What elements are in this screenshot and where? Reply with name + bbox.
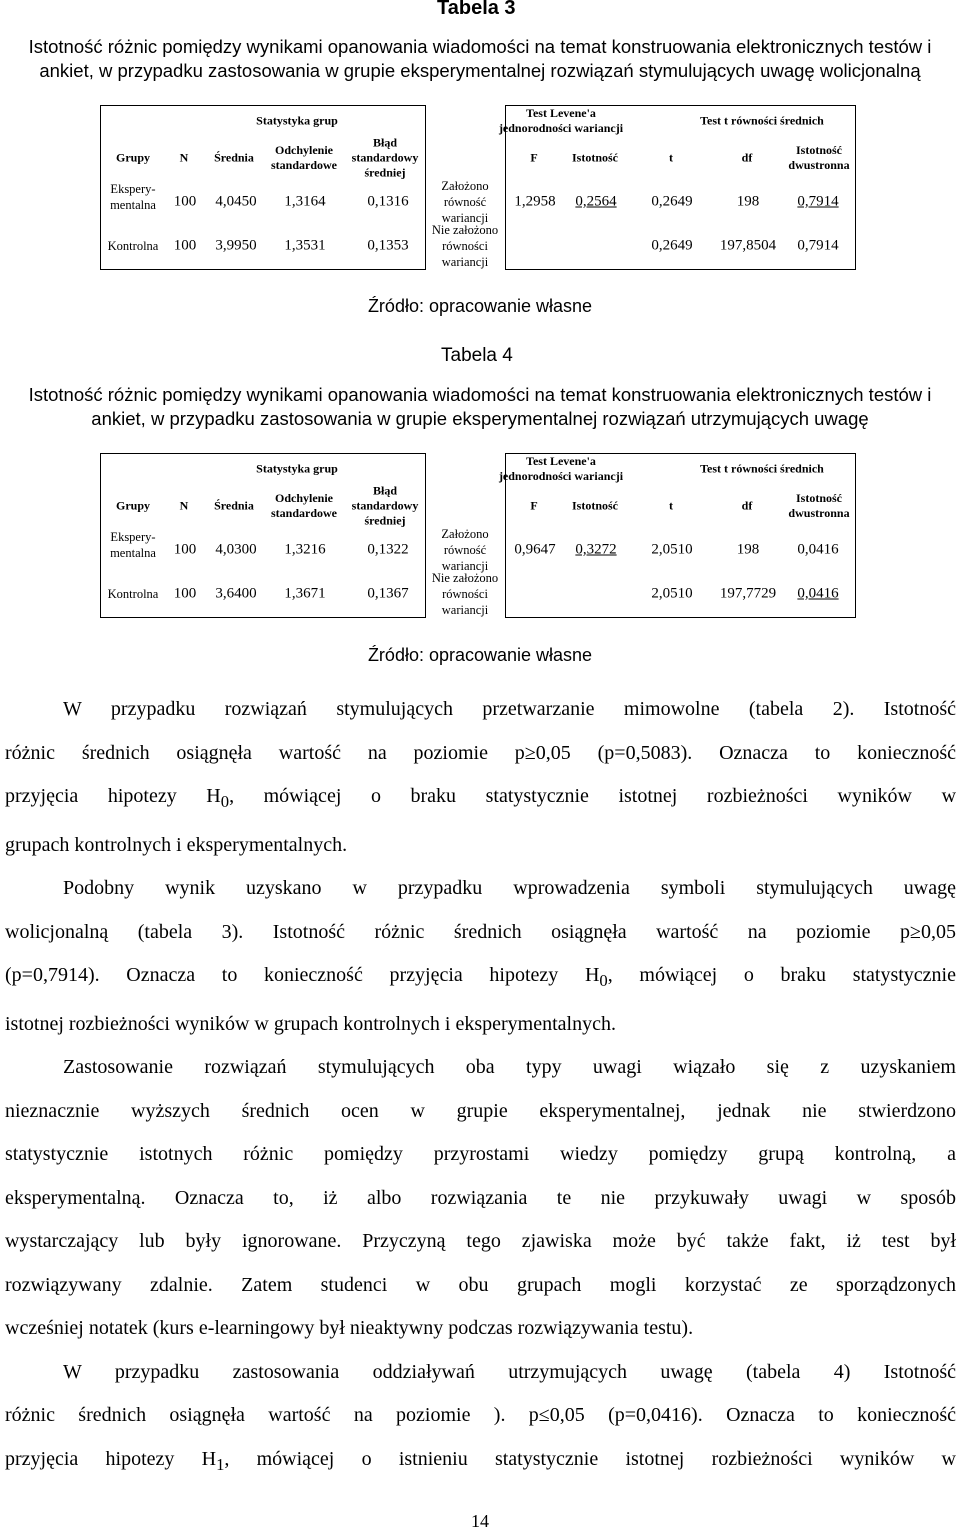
table4-caption: Istotność różnic pomiędzy wynikami opanowania wiadomości na temat konstruowania elektronicznych testów i ankiet, w przypadku zastosowania w grupie eksperymentalnej rozwiązań utrzymujących uwagę: [28, 384, 932, 429]
cell-sd: 1,3164: [284, 193, 326, 210]
header-t: t: [669, 150, 673, 165]
text-span: nieznacznie wyższych średnich ocen w grupie eksperymentalnej, jednak nie stwierdzono: [5, 1099, 956, 1122]
table4-source: Źródło: opracowanie własne: [367, 645, 593, 665]
paragraph-2-line: [5, 911, 956, 955]
header-sd: Odchylenie standardowe: [270, 491, 338, 520]
paragraph-1-line: [5, 688, 956, 732]
paragraph-2-line: [5, 867, 956, 911]
cell-mean: 4,0450: [215, 193, 257, 210]
header-se: Błąd standardowy średniej: [351, 483, 419, 528]
header-levene: Test Levene'a jednorodności wariancji: [498, 454, 624, 483]
header-n: N: [179, 150, 189, 165]
cell-sd: 1,3671: [284, 585, 326, 602]
header-t: t: [669, 498, 673, 513]
header-n: N: [179, 498, 189, 513]
header-mean: Średnia: [214, 150, 254, 165]
cell-t: 0,2649: [651, 193, 693, 210]
paragraph-3-line: [5, 1307, 956, 1351]
table-border: [425, 453, 426, 618]
paragraph-3-line: [5, 1046, 956, 1090]
ge-symbol: ≥: [524, 741, 536, 764]
table4-title: Tabela 4: [441, 345, 513, 366]
cell-assumption: Założono równość wariancji: [441, 527, 489, 573]
text-span: W przypadku rozwiązań stymulujących przetwarzanie mimowolne (tabela 2). Istotność: [63, 698, 956, 720]
text-span: (p=0,7914). Oznacza to konieczność przyjęcia hipotezy H: [5, 964, 600, 986]
cell-sig2: 0,7914: [797, 237, 839, 254]
paragraph-3-line: [5, 1264, 956, 1308]
text-span: wolicjonalną (tabela 3). Istotność różnic średnich osiągnęła wartość na poziomie p: [5, 920, 911, 943]
table3-caption: Istotność różnic pomiędzy wynikami opanowania wiadomości na temat konstruowania elektronicznych testów i ankiet, w przypadku zastosowania w grupie eksperymentalnej rozwiązań stymulujących uwagę wolicjonalną: [28, 36, 932, 81]
text-span: przyjęcia hipotezy H: [5, 785, 221, 807]
header-grupy: Grupy: [115, 498, 151, 513]
header-sig2: Istotność dwustronna: [788, 143, 850, 172]
header-ttest: Test t równości średnich: [700, 113, 824, 128]
cell-mean: 3,6400: [215, 585, 257, 602]
paragraph-4-line: [5, 1438, 956, 1487]
cell-df: 197,7729: [719, 585, 777, 602]
cell-group: Ekspery- mentalna: [110, 530, 156, 560]
cell-sd: 1,3216: [284, 541, 326, 558]
paragraph-2-line: [5, 954, 956, 1003]
paragraph-1-line: [5, 824, 956, 868]
table-border: [855, 453, 856, 618]
text-span: 0,05 (p=0,0416). Oznacza to konieczność: [549, 1404, 956, 1426]
header-f: F: [530, 498, 538, 513]
subscript: 0: [220, 792, 230, 811]
cell-n: 100: [173, 193, 197, 210]
text-span: W przypadku zastosowania oddziaływań utrzymujących uwagę (tabela 4) Istotność: [63, 1360, 956, 1383]
cell-sd: 1,3531: [284, 237, 326, 254]
table3-source: Źródło: opracowanie własne: [367, 296, 593, 316]
text-span: grupach kontrolnych i eksperymentalnych.: [5, 833, 348, 856]
cell-df: 197,8504: [719, 237, 777, 254]
cell-se: 0,1322: [367, 541, 409, 558]
paragraph-3-line: [5, 1220, 956, 1264]
text-span: wcześniej notatek (kurs e-learningowy był nieaktywny podczas rozwiązywania testu).: [5, 1317, 694, 1339]
header-group-stats: Statystyka grup: [256, 461, 338, 476]
table-border: [425, 105, 426, 270]
table-border: [100, 269, 425, 270]
cell-se: 0,1353: [367, 237, 409, 254]
text-span: eksperymentalną. Oznacza to, iż albo rozwiązania te nie przykuwały uwagi w sposób: [5, 1186, 956, 1209]
header-grupy: Grupy: [115, 150, 151, 165]
header-sig: Istotność: [571, 150, 619, 165]
text-span: różnic średnich osiągnęła wartość na poziomie ). p: [5, 1404, 539, 1426]
header-levene: Test Levene'a jednorodności wariancji: [498, 106, 624, 135]
cell-n: 100: [173, 237, 197, 254]
body-text: [5, 688, 956, 1486]
text-span: , mówiącej o istnieniu statystycznie istotnej rozbieżności wyników w: [224, 1447, 956, 1470]
paragraph-3-line: [5, 1090, 956, 1134]
cell-t: 0,2649: [651, 237, 693, 254]
table3-title: Tabela 3: [437, 0, 516, 19]
table-border: [100, 105, 425, 106]
cell-sig2: 0,7914: [797, 193, 839, 210]
text-span: rozwiązywany zdalnie. Zatem studenci w obu grupach mogli korzystać ze sporządzonych: [5, 1273, 956, 1296]
cell-assumption: Założono równość wariancji: [441, 179, 489, 225]
header-df: df: [741, 150, 753, 165]
text-span: przyjęcia hipotezy H: [5, 1447, 217, 1470]
cell-se: 0,1367: [367, 585, 409, 602]
cell-t: 2,0510: [651, 585, 693, 602]
text-span: wystarczający lub były ignorowane. Przyczyną tego zjawiska może być także fakt, iż test był: [5, 1230, 956, 1252]
paragraph-3-line: [5, 1177, 956, 1221]
paragraph-1-line: [5, 732, 956, 776]
cell-t: 2,0510: [651, 541, 693, 558]
table-border: [505, 617, 855, 618]
table-border: [100, 453, 425, 454]
ge-symbol: ≥: [910, 920, 921, 943]
cell-assumption: Nie założono równości wariancji: [431, 571, 499, 617]
paragraph-4-line: [5, 1394, 956, 1438]
header-ttest: Test t równości średnich: [700, 461, 824, 476]
table-border: [100, 617, 425, 618]
header-mean: Średnia: [214, 498, 254, 513]
header-f: F: [530, 150, 538, 165]
subscript: 1: [216, 1454, 225, 1474]
cell-sig: 0,3272: [575, 541, 617, 558]
text-span: istotnej rozbieżności wyników w grupach kontrolnych i eksperymentalnych.: [5, 1012, 616, 1035]
cell-df: 198: [736, 541, 760, 558]
table-border: [505, 269, 855, 270]
cell-f: 0,9647: [514, 541, 556, 558]
cell-f: 1,2958: [514, 193, 556, 210]
page-number: 14: [471, 1511, 489, 1531]
cell-n: 100: [173, 541, 197, 558]
cell-sig2: 0,0416: [797, 541, 839, 558]
header-sig: Istotność: [571, 498, 619, 513]
subscript: 0: [599, 971, 608, 990]
table-border: [100, 105, 101, 270]
header-sig2: Istotność dwustronna: [788, 491, 850, 520]
text-span: , mówiącej o braku statystycznie: [607, 964, 956, 986]
cell-sig2: 0,0416: [797, 585, 839, 602]
cell-mean: 4,0300: [215, 541, 257, 558]
cell-assumption: Nie założono równości wariancji: [431, 223, 499, 269]
text-span: 0,05 (p=0,5083). Oznacza to konieczność: [535, 741, 956, 764]
cell-df: 198: [736, 193, 760, 210]
paragraph-4-line: [5, 1351, 956, 1395]
header-group-stats: Statystyka grup: [256, 113, 338, 128]
text-span: Podobny wynik uzyskano w przypadku wprowadzenia symboli stymulujących uwagę: [63, 877, 956, 899]
text-span: 0,05: [921, 920, 956, 943]
text-span: Zastosowanie rozwiązań stymulujących oba typy uwagi wiązało się z uzyskaniem: [63, 1056, 956, 1078]
text-span: , mówiącej o braku statystycznie istotnej rozbieżności wyników w: [229, 785, 957, 807]
cell-se: 0,1316: [367, 193, 409, 210]
cell-sig: 0,2564: [575, 193, 617, 210]
cell-group: Kontrolna: [107, 239, 159, 253]
paragraph-3-line: [5, 1133, 956, 1177]
cell-n: 100: [173, 585, 197, 602]
header-se: Błąd standardowy średniej: [351, 135, 419, 180]
paragraph-1-line: [5, 775, 956, 824]
text-span: różnic średnich osiągnęła wartość na poziomie p: [5, 741, 525, 764]
table-border: [100, 453, 101, 618]
paragraph-2-line: [5, 1003, 956, 1047]
header-sd: Odchylenie standardowe: [270, 143, 338, 172]
header-df: df: [741, 498, 753, 513]
table-border: [855, 105, 856, 270]
text-span: statystycznie istotnych różnic pomiędzy przyrostami wiedzy pomiędzy grupą kontrolną, a: [5, 1143, 956, 1165]
cell-mean: 3,9950: [215, 237, 257, 254]
cell-group: Kontrolna: [107, 587, 159, 601]
cell-group: Ekspery- mentalna: [110, 182, 156, 212]
le-symbol: ≤: [538, 1404, 550, 1426]
